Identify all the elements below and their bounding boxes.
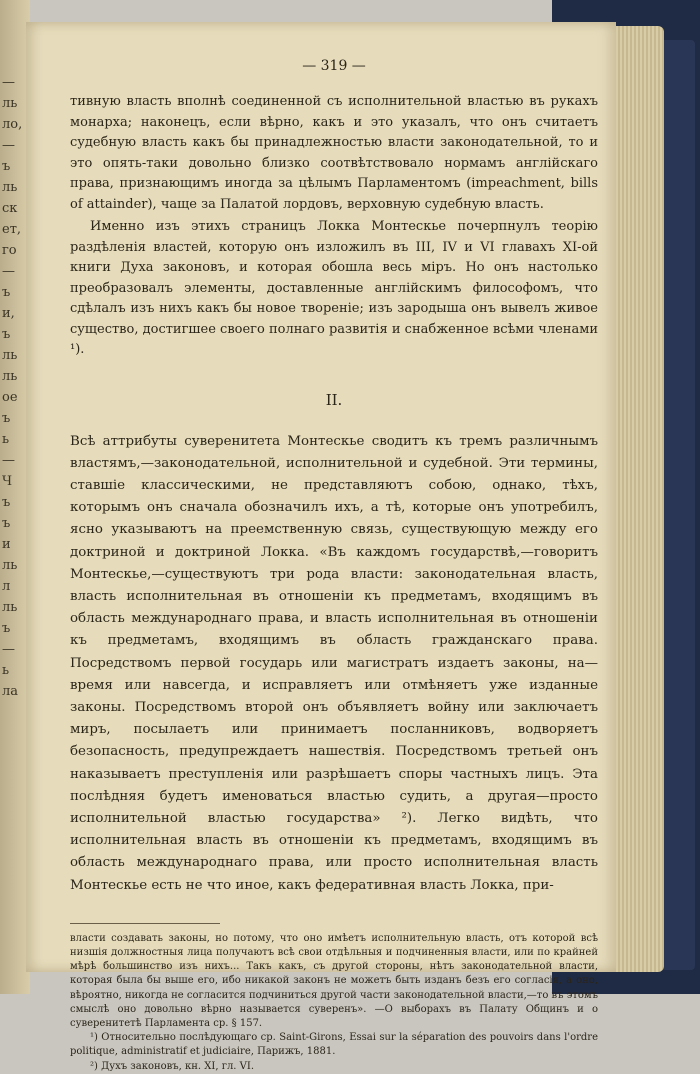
left-page-fragment: ль: [2, 348, 18, 363]
left-page-fragment: ль: [2, 600, 18, 615]
left-page-fragment: ль: [2, 96, 18, 111]
paragraph-3: Всѣ аттрибуты суверенитета Монтескье сводитъ къ тремъ различнымъ властямъ,—законодательной, исполнительной и судебной. Эти термины, ставшіе классическими, не представляютъ собою, однако, тѣхъ, которымъ онъ сначала обозначилъ ихъ, а тѣ, которые онъ употребилъ, ясно указываютъ на преемственную связь, существующую между его доктриной и доктриной Локка. «Въ каждомъ государствѣ,—говоритъ Монтескье,—существуютъ три рода власти: законодательная власть, власть исполнительная въ отношеніи къ предметамъ, входящимъ въ область международнаго права, и власть исполнительная въ отношеніи къ предметамъ, входящимъ въ область гражданскаго права. Посредствомъ первой государь или магистратъ издаетъ законы, на—время или навсегда, и исправляетъ или отмѣняетъ уже изданные законы. Посредствомъ второй онъ объявляетъ войну или заключаетъ миръ, посылаетъ или принимаетъ посланниковъ, водворяетъ безопасность, предупреждаетъ нашествія. Посредствомъ третьей онъ наказываетъ преступленія или разрѣшаетъ споры частныхъ лицъ. Эта послѣдняя будетъ именоваться властью судить, а другая—просто исполнительной властью государства» ²). Легко видѣть, что исполнительная власть въ отношеніи къ предметамъ, входящимъ въ область международнаго права, или просто исполнительная власть Монтескье есть не что иное, какъ федеративная власть Локка, при-: [70, 433, 598, 893]
left-page-fragment: ль: [2, 180, 18, 195]
left-page-fragment: ъ: [2, 411, 11, 426]
left-page-fragment: и,: [2, 306, 15, 321]
left-page-fragment: ск: [2, 201, 18, 216]
left-page-fragment: ль: [2, 369, 18, 384]
left-page-fragment: ъ: [2, 495, 11, 510]
left-page-fragment: ь: [2, 663, 10, 678]
left-page-fragment: —: [2, 642, 15, 657]
left-page-fragment: ла: [2, 684, 19, 699]
footnote-1: ¹) Относительно послѣдующаго ср. Saint-Girons, Essai sur la séparation des pouvoirs dans l'ordre politique, administratif et judiciaire, Парижъ, 1881.: [70, 1032, 598, 1058]
left-page-fragment: ь: [2, 432, 10, 447]
left-page-fragment: ло,: [2, 117, 23, 132]
left-page-fragment: —: [2, 453, 15, 468]
paragraph-2: Именно изъ этихъ страницъ Локка Монтескье почерпнулъ теорію раздѣленія властей, которую онъ изложилъ въ III, IV и VI главахъ XI-ой книги Духа законовъ, и которая обошла весь міръ. Но онъ настолько преобразовалъ элементы, доставленные англійскимъ философомъ, что сдѣлалъ изъ нихъ какъ бы новое твореніе; изъ зародыша онъ вывелъ живое существо, достигшее своего полнаго развитія и снабженное всѣми членами ¹).: [70, 219, 598, 357]
left-page-fragment: —: [2, 264, 15, 279]
left-page-fragment: Ч: [2, 474, 13, 489]
footnote-continuation: власти создавать законы, но потому, что оно имѣетъ исполнительную власть, отъ которой всѣ низшія должностныя лица получаютъ всѣ свои отдѣльныя и подчиненныя власти, или по крайней мѣрѣ большинство изъ нихъ... Такъ какъ, съ другой стороны, нѣтъ законодательной власти, которая была бы выше его, ибо никакой законъ не можетъ быть изданъ безъ его согласія, а оно, вѣроятно, никогда не согласится подчиниться другой части законодательной власти,—то въ этомъ смыслѣ оно довольно вѣрно называется суверенъ». —О выборахъ въ Палату Общинъ и о суверенитетѣ Парламента ср. § 157.: [70, 932, 598, 1029]
left-page-fragment: ль: [2, 558, 18, 573]
footnote-divider: [70, 923, 220, 924]
left-page-fragment: ъ: [2, 159, 11, 174]
left-page-fragment: ет,: [2, 222, 22, 237]
left-page-fragment: и: [2, 537, 11, 552]
book-page: [26, 22, 616, 1072]
page-text: [70, 58, 598, 1074]
paragraph-1: тивную власть вполнѣ соединенной съ исполнительной властью въ рукахъ монарха; наконецъ, если вѣрно, какъ и это указалъ, что онъ считаетъ судебную власть какъ бы принадлежностью власти законодательной, то и это опять-таки довольно близко соотвѣтствовало нормамъ англійскаго права, признающимъ иногда за цѣлымъ Парламентомъ (impeachment, bills of attainder), чаще за Палатой лордовъ, верховную судебную власть.: [70, 94, 598, 212]
left-page-fragment: го: [2, 243, 17, 258]
left-page-fragment: ъ: [2, 516, 11, 531]
left-page-fragment: ое: [2, 390, 18, 405]
left-page-fragment: —: [2, 138, 15, 153]
left-page-fragment: л: [2, 579, 11, 594]
page-number: — 319 —: [302, 58, 366, 74]
left-page-fragment: ъ: [2, 327, 11, 342]
left-page-fragment: ъ: [2, 621, 11, 636]
left-page-fragment: —: [2, 75, 15, 90]
page-edges: [612, 26, 664, 972]
left-page-fragment: ъ: [2, 285, 11, 300]
section-heading: II.: [325, 390, 343, 409]
footnote-2: ²) Духъ законовъ, кн. XI, гл. VI.: [90, 1060, 255, 1072]
